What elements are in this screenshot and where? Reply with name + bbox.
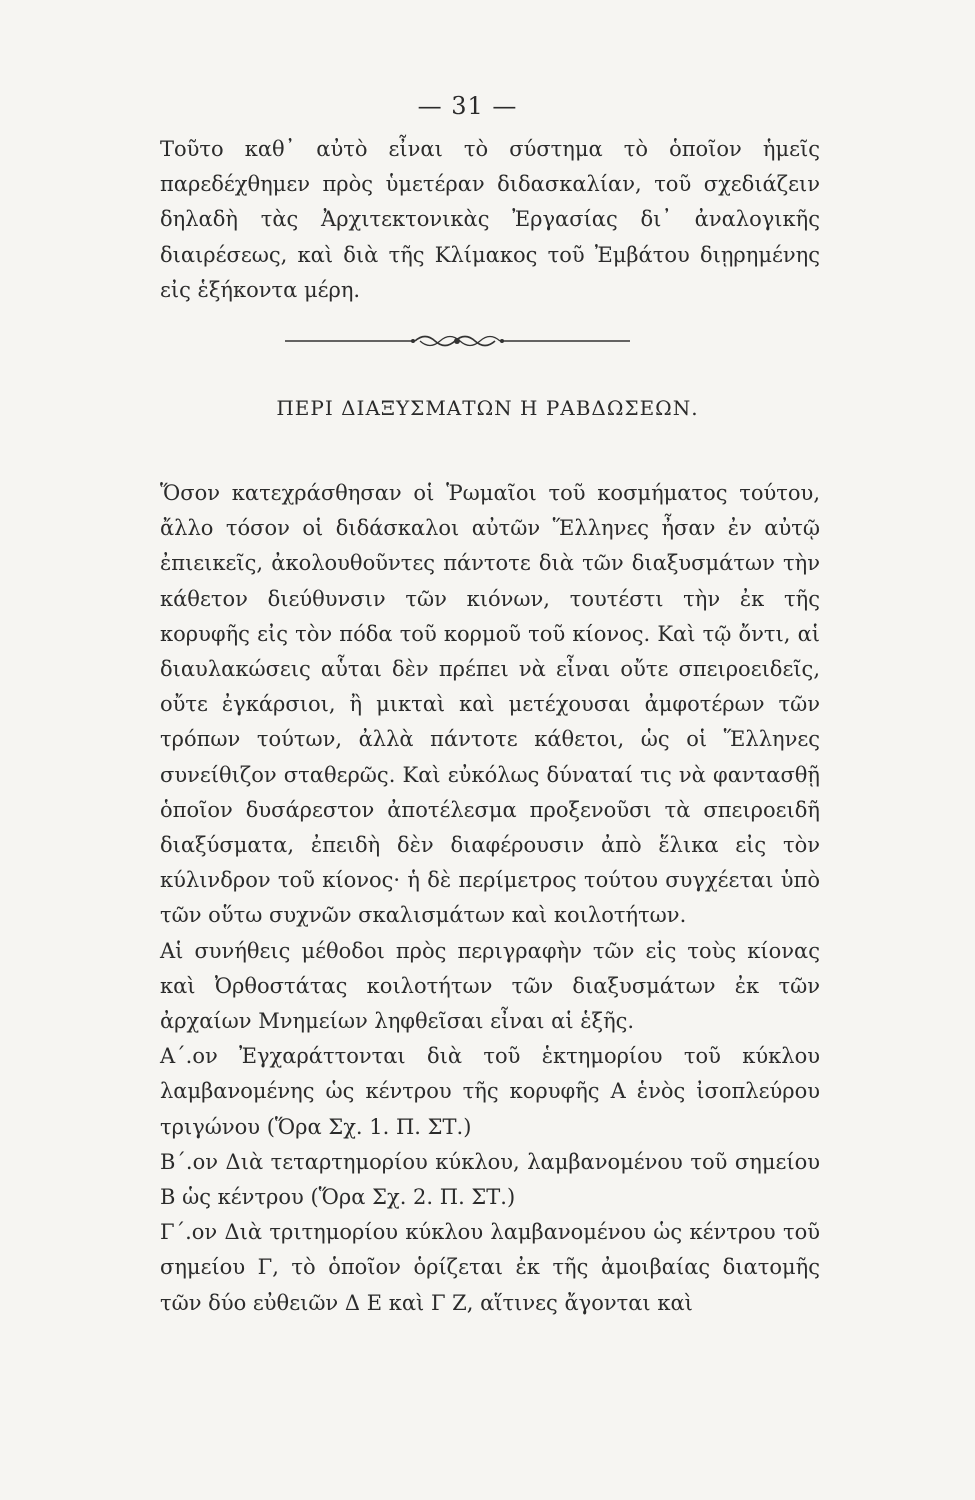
paragraph-method-b: Β΄.ον Διὰ τεταρτημορίου κύκλου, λαμβανομένου τοῦ σημείου Β ὡς κέντρου (Ὅρα Σχ. 2. Π. ΣΤ.): [160, 1149, 820, 1210]
paragraph-fluting-history: Ὅσον κατεχράσθησαν οἱ Ῥωμαῖοι τοῦ κοσμήματος τούτου, ἄλλο τόσον οἱ διδάσκαλοι αὐτῶν Ἕλληνες ἦσαν ἐν αὐτῷ ἐπιεικεῖς, ἀκολουθοῦντες πάντοτε διὰ τῶν διαξυσμάτων τὴν κάθετον διεύθυνσιν τῶν κιόνων, τουτέστι τὴν ἐκ τῆς κορυφῆς εἰς τὸν πόδα τοῦ κορμοῦ τοῦ κίονος. Καὶ τῷ ὄντι, αἱ διαυλακώσεις αὗται δὲν πρέπει νὰ εἶναι οὔτε σπειροειδεῖς, οὔτε ἐγκάρσιοι, ἢ μικταὶ καὶ μετέχουσαι ἀμφοτέρων τῶν τρόπων τούτων, ἀλλὰ πάντοτε κάθετοι, ὡς οἱ Ἕλληνες συνείθιζον σταθερῶς. Καὶ εὐκόλως δύναταί τις νὰ φαντασθῇ ὁποῖον δυσάρεστον ἀποτέλεσμα προξενοῦσι τὰ σπειροειδῆ διαξύσματα, ἐπειδὴ δὲν διαφέρουσιν ἀπὸ ἕλικα εἰς τὸν κύλινδρον τοῦ κίονος· ἡ δὲ περίμετρος τούτου συγχέεται ὑπὸ τῶν οὕτω συχνῶν σκαλισμάτων καὶ κοιλοτήτων.: [160, 481, 820, 928]
paragraph-method-a: Α΄.ον Ἐγχαράττονται διὰ τοῦ ἑκτημορίου τοῦ κύκλου λαμβανομένης ὡς κέντρου τῆς κορυφῆς Α ἑνὸς ἰσοπλεύρου τριγώνου (Ὅρα Σχ. 1. Π. ΣΤ.): [160, 1044, 820, 1139]
paragraph-methods-intro: Αἱ συνήθεις μέθοδοι πρὸς περιγραφὴν τῶν εἰς τοὺς κίονας καὶ Ὀρθοστάτας κοιλοτήτων τῶν διαξυσμάτων ἐκ τῶν ἀρχαίων Μνημείων ληφθεῖσαι εἶναι αἱ ἑξῆς.: [160, 938, 820, 1034]
section-heading: ΠΕΡΙ ΔΙΑΞΥΣΜΑΤΩΝ Η ΡΑΒΔΩΣΕΩΝ.: [276, 396, 699, 420]
intro-paragraph: [160, 132, 820, 308]
decorative-divider-ornament: [285, 328, 630, 354]
paragraph-method-c: Γ΄.ον Διὰ τριτημορίου κύκλου λαμβανομένου ὡς κέντρου τοῦ σημείου Γ, τὸ ὁποῖον ὁρίζεται ἐκ τῆς ἀμοιβαίας διατομῆς τῶν δύο εὐθειῶν Δ Ε καὶ Γ Ζ, αἵτινες ἄγονται καὶ: [160, 1220, 820, 1315]
body-text: [160, 476, 820, 1321]
page-number: — 31 —: [417, 92, 518, 120]
intro-paragraph-text: Τοῦτο καθ᾽ αὐτὸ εἶναι τὸ σύστημα τὸ ὁποῖον ἡμεῖς παρεδέχθημεν πρὸς ὑμετέραν διδασκαλίαν, τοῦ σχεδιάζειν δηλαδὴ τὰς Ἀρχιτεκτονικὰς Ἐργασίας δι᾽ ἀναλογικῆς διαιρέσεως, καὶ διὰ τῆς Κλίμακος τοῦ Ἐμβάτου διῃρημένης εἰς ἑξήκοντα μέρη.: [160, 137, 820, 302]
